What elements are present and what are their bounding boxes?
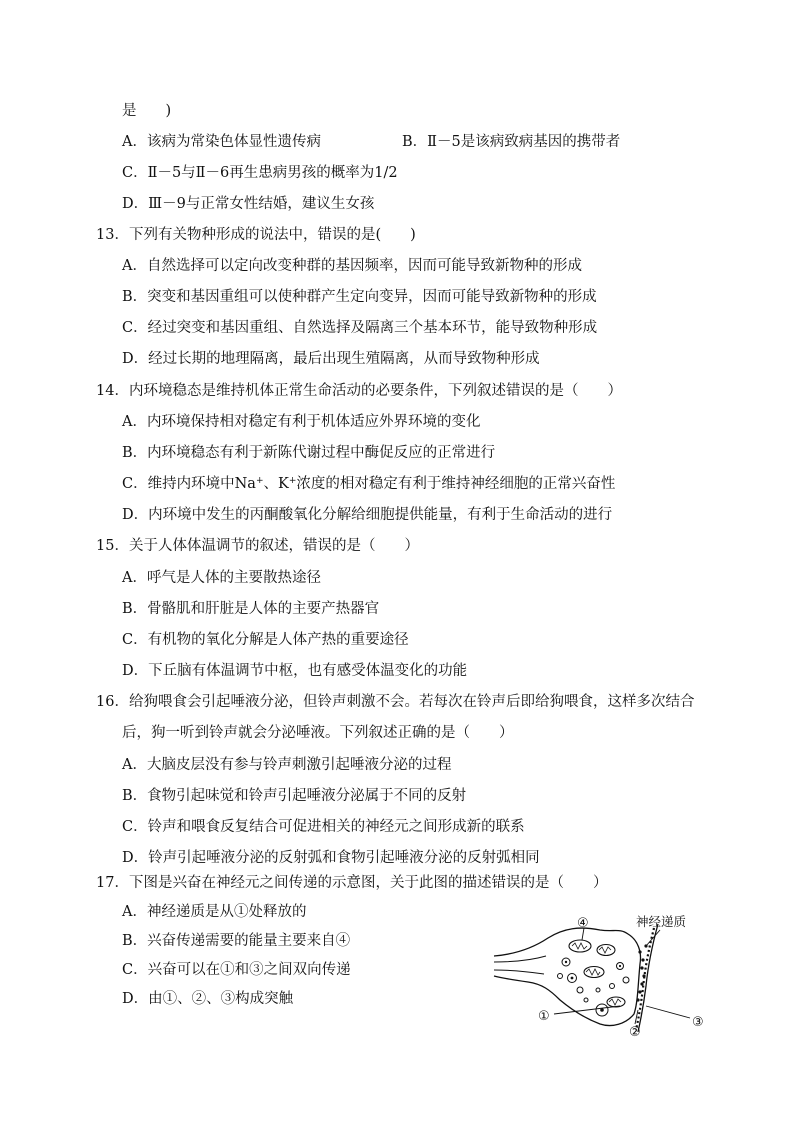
label-neurotransmitter: 神经递质 [636,914,687,929]
q13-option-b: B．突变和基因重组可以使种群产生定向变异，因而可能导致新物种的形成 [122,289,597,305]
q16-option-d: D．铃声引起唾液分泌的反射弧和食物引起唾液分泌的反射弧相同 [122,850,540,866]
mitochondrion-icon [607,997,625,1007]
q14-stem: 14．内环境稳态是维持机体正常生命活动的必要条件，下列叙述错误的是（ ） [96,383,622,399]
q16-option-a: A．大脑皮层没有参与铃声刺激引起唾液分泌的过程 [122,757,452,773]
axon-inner-line [494,956,546,962]
label-4: ④ [577,916,589,931]
q14-option-c-sup1: + [255,476,264,486]
q14-option-c [122,474,615,494]
mitochondrion-icon [584,967,604,978]
q17-option-a: A．神经递质是从①处释放的 [122,904,307,920]
q12-option-c: C．Ⅱ－5与Ⅱ－6再生患病男孩的概率为1/2 [122,165,398,181]
axon-inner-line-2 [494,970,544,974]
q14-option-c-post: 浓度的相对稳定有利于维持神经细胞的正常兴奋性 [296,476,616,492]
q17-option-b: B．兴奋传递需要的能量主要来自④ [122,933,351,949]
q14-option-c-sup2: + [288,476,297,486]
q15-option-d: D．下丘脑有体温调节中枢，也有感受体温变化的功能 [122,663,468,679]
q14-option-d: D．内环境中发生的丙酮酸氧化分解给细胞提供能量，有利于生命活动的进行 [122,507,613,523]
postsynaptic-membrane [638,924,658,1032]
vesicle-dots [565,961,621,1012]
q13-option-d: D．经过长期的地理隔离，最后出现生殖隔离，从而导致物种形成 [122,351,540,367]
q13-stem: 13．下列有关物种形成的说法中，错误的是( ) [96,227,416,243]
q12-option-b: B．Ⅱ－5是该病致病基因的携带者 [402,134,621,150]
label-1: ① [538,1009,550,1024]
q15-option-b: B．骨骼肌和肝脏是人体的主要产热器官 [122,601,380,617]
q14-option-a: A．内环境保持相对稳定有利于机体适应外界环境的变化 [122,414,481,430]
q12-option-d: D．Ⅲ－9与正常女性结婚，建议生女孩 [122,196,375,212]
q13-option-a: A．自然选择可以定向改变种群的基因频率，因而可能导致新物种的形成 [122,258,582,274]
q15-stem: 15．关于人体体温调节的叙述，错误的是（ ） [96,538,419,554]
q12-stem-continuation: 是 ) [122,103,172,119]
label-2: ② [629,1025,641,1040]
q16-option-b: B．食物引起味觉和铃声引起唾液分泌属于不同的反射 [122,788,467,804]
q12-option-a: A．该病为常染色体显性遗传病 [122,134,321,150]
q16-stem-line2: 后，狗一听到铃声就会分泌唾液。下列叙述正确的是（ ） [122,725,514,741]
q16-option-c: C．铃声和喂食反复结合可促进相关的神经元之间形成新的联系 [122,819,525,835]
q14-option-b: B．内环境稳态有利于新陈代谢过程中酶促反应的正常进行 [122,445,496,461]
q16-stem-line1: 16．给狗喂食会引起唾液分泌，但铃声刺激不会。若每次在铃声后即给狗喂食，这样多次结合 [96,694,695,710]
synapse-diagram [488,906,720,1040]
q14-option-c-pre: C．维持内环境中Na [122,476,256,492]
label-1-leader [554,1006,620,1014]
q14-option-c-mid: 、K [263,476,289,492]
q13-option-c: C．经过突变和基因重组、自然选择及隔离三个基本环节，能导致物种形成 [122,320,598,336]
q17-option-c: C．兴奋可以在①和③之间双向传递 [122,962,351,978]
mitochondrion-icon [569,940,591,952]
q17-option-d: D．由①、②、③构成突触 [122,991,294,1007]
q17-stem: 17．下图是兴奋在神经元之间传递的示意图，关于此图的描述错误的是（ ） [96,875,608,891]
mitochondrion-icon [597,945,615,956]
label-3: ③ [692,1015,704,1030]
label-3-leader [646,1006,690,1018]
q15-option-a: A．呼气是人体的主要散热途径 [122,570,321,586]
q15-option-c: C．有机物的氧化分解是人体产热的重要途径 [122,632,409,648]
synapse-diagram-svg [488,906,720,1040]
